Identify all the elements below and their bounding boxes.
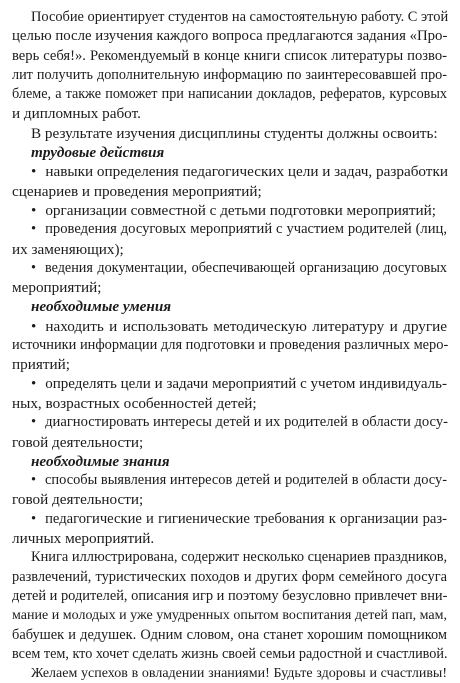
bullet-text: диагностировать интересы детей и их родителей в области досу- (45, 414, 448, 431)
bullet-item-first-line (12, 201, 447, 220)
paragraph-first-line: Желаем успехов в овладении знаниями! Будьте здоровы и счастливы! (31, 666, 447, 682)
text-line: ных, возрастных особенностей детей; (12, 394, 257, 412)
bullet-item-first-line (12, 162, 447, 181)
text-line: сценариев и проведения мероприятий; (12, 182, 262, 200)
text-line: развлечений, туристических походов и других форм семейного досуга (12, 568, 447, 585)
bullet-item-first-line (12, 259, 447, 278)
bullet-item-first-line (12, 220, 447, 239)
bullet-glyph: • (31, 510, 37, 527)
bullet-text: находить и использовать методическую литературу и другие (45, 317, 447, 335)
text-line: целью после изучения каждого вопроса предлагаются задания «Про- (12, 28, 448, 45)
bullet-glyph: • (31, 259, 36, 276)
text-line: бабушек и дедушек. Одним словом, она станет хорошим помощником (12, 626, 447, 643)
bullet-text: проведения досуговых мероприятий с участием родителей (лиц, (45, 221, 447, 238)
text-line: мероприятий; (12, 279, 102, 297)
bullet-text: педагогические и гигиенические требования к организации раз- (45, 510, 447, 527)
bullet-glyph: • (31, 221, 37, 238)
bullet-item-first-line (12, 471, 447, 490)
text-line: мание и молодых и уже умудренных опытом воспитания детей пап, мам, (12, 608, 447, 624)
bullet-glyph: • (31, 375, 37, 392)
text-line: лит получить дополнительную информацию по заинтересовавшей про- (12, 66, 447, 83)
bullet-item-first-line (12, 510, 447, 529)
bullet-text: навыки определения педагогических цели и задач, разработки (45, 163, 448, 181)
bullet-item-first-line (12, 317, 447, 336)
bullet-item-first-line (12, 413, 447, 432)
text-line: блеме, а также поможет при написании докладов, рефератов, курсовых (12, 86, 447, 103)
paragraph-first-line: Книга иллюстрирована, содержит несколько сценариев праздников, (31, 549, 448, 566)
bullet-text: организации совместной с детьми подготовки мероприятий; (45, 201, 437, 219)
text-line: детей и родителей, описания игр и поэтому безусловно привлечет вни- (12, 587, 448, 604)
bullet-glyph: • (31, 163, 37, 181)
section-heading: трудовые действия (31, 144, 165, 162)
bullet-glyph: • (31, 472, 37, 489)
paragraph-first-line: Пособие ориентирует студентов на самостоятельную работу. С этой (31, 9, 449, 25)
text-line: всем тем, кто хочет сделать жизнь своей семьи радостной и счастливой. (12, 645, 448, 662)
text-line: приятий; (12, 356, 70, 374)
text-line: их заменяющих); (12, 240, 124, 258)
bullet-glyph: • (31, 414, 37, 431)
text-line: источники информации для подготовки и проведения различных меро- (12, 337, 449, 354)
text-line: личных мероприятий. (12, 530, 155, 548)
bullet-text: способы выявления интересов детей и родителей в области досу- (45, 472, 447, 489)
bullet-glyph: • (31, 201, 37, 219)
section-heading: необходимые знания (31, 452, 170, 470)
bullet-glyph: • (31, 317, 37, 335)
text-line: верь себя!». Рекомендуемый в конце книги список литературы позво- (12, 47, 447, 64)
section-heading: необходимые умения (31, 298, 172, 316)
text-line: говой деятельности; (12, 433, 144, 451)
bullet-text: определять цели и задачи мероприятий с учетом индивидуаль- (45, 375, 447, 392)
paragraph-first-line: В результате изучения дисциплины студенты должны освоить: (31, 124, 438, 142)
text-line: и дипломных работ. (12, 105, 141, 123)
bullet-text: ведения документации, обеспечивающей организацию досуговых (44, 259, 447, 276)
text-line: говой деятельности; (12, 491, 144, 509)
bullet-item-first-line (12, 375, 447, 394)
